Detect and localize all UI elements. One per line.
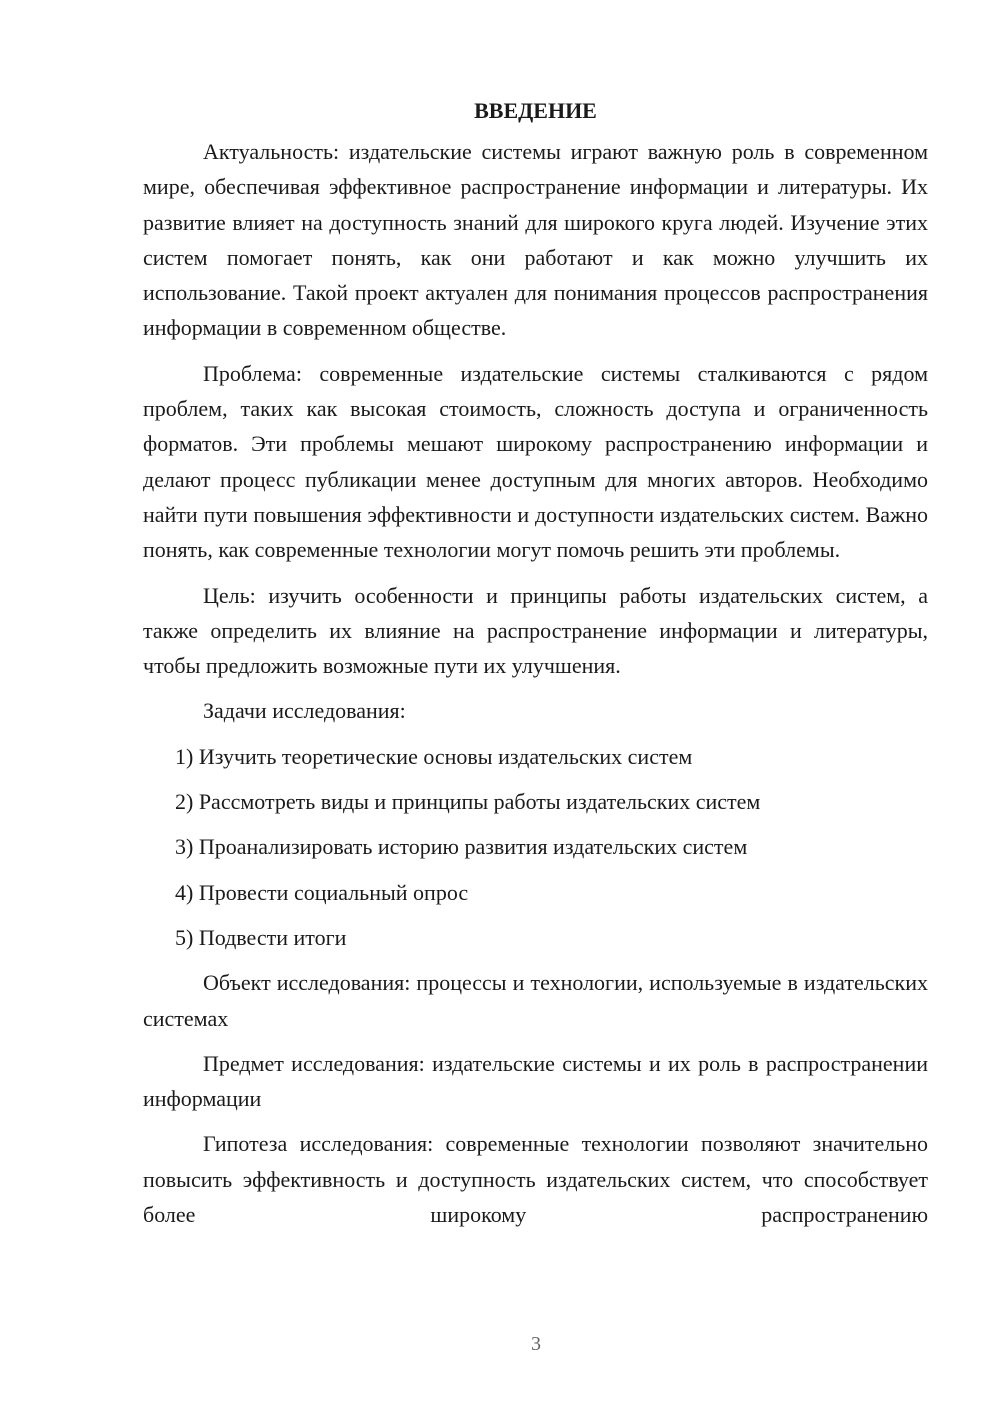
document-page <box>143 96 928 1232</box>
list-item: 4) Провести социальный опрос <box>175 879 469 905</box>
list-item: 3) Проанализировать историю развития издательских систем <box>175 834 748 860</box>
paragraph-hypothesis: Гипотеза исследования: современные технологии позволяют значительно повысить эффективность и доступность издательских систем, что способствует более широкому распространению <box>143 1131 928 1228</box>
paragraph-relevance: Актуальность: издательские системы играют важную роль в современном мире, обеспечивая эффективное распространение информации и литературы. Их развитие влияет на доступность знаний для широкого круга людей. Изучение этих систем помогает понять, как они работают и как можно улучшить их использование. Такой проект актуален для понимания процессов распространения информации в современном обществе. <box>143 139 928 341</box>
tasks-list <box>143 739 928 955</box>
tasks-title: Задачи исследования: <box>203 698 406 724</box>
list-item: 5) Подвести итоги <box>175 924 347 950</box>
page-number: 3 <box>531 1333 541 1355</box>
paragraph-goal: Цель: изучить особенности и принципы работы издательских систем, а также определить их влияние на распространение информации и литературы, чтобы предложить возможные пути их улучшения. <box>143 582 928 679</box>
paragraph-subject: Предмет исследования: издательские системы и их роль в распространении информации <box>143 1050 928 1112</box>
list-item: 1) Изучить теоретические основы издательских систем <box>175 743 693 769</box>
list-item: 2) Рассмотреть виды и принципы работы издательских систем <box>175 789 761 815</box>
page-title: ВВЕДЕНИЕ <box>474 98 597 123</box>
paragraph-problem: Проблема: современные издательские системы сталкиваются с рядом проблем, таких как высокая стоимость, сложность доступа и ограниченность форматов. Эти проблемы мешают широкому распространению информации и делают процесс публикации менее доступным для многих авторов. Необходимо найти пути повышения эффективности и доступности издательских систем. Важно понять, как современные технологии могут помочь решить эти проблемы. <box>143 360 928 563</box>
paragraph-object: Объект исследования: процессы и технологии, используемые в издательских системах <box>143 970 928 1031</box>
